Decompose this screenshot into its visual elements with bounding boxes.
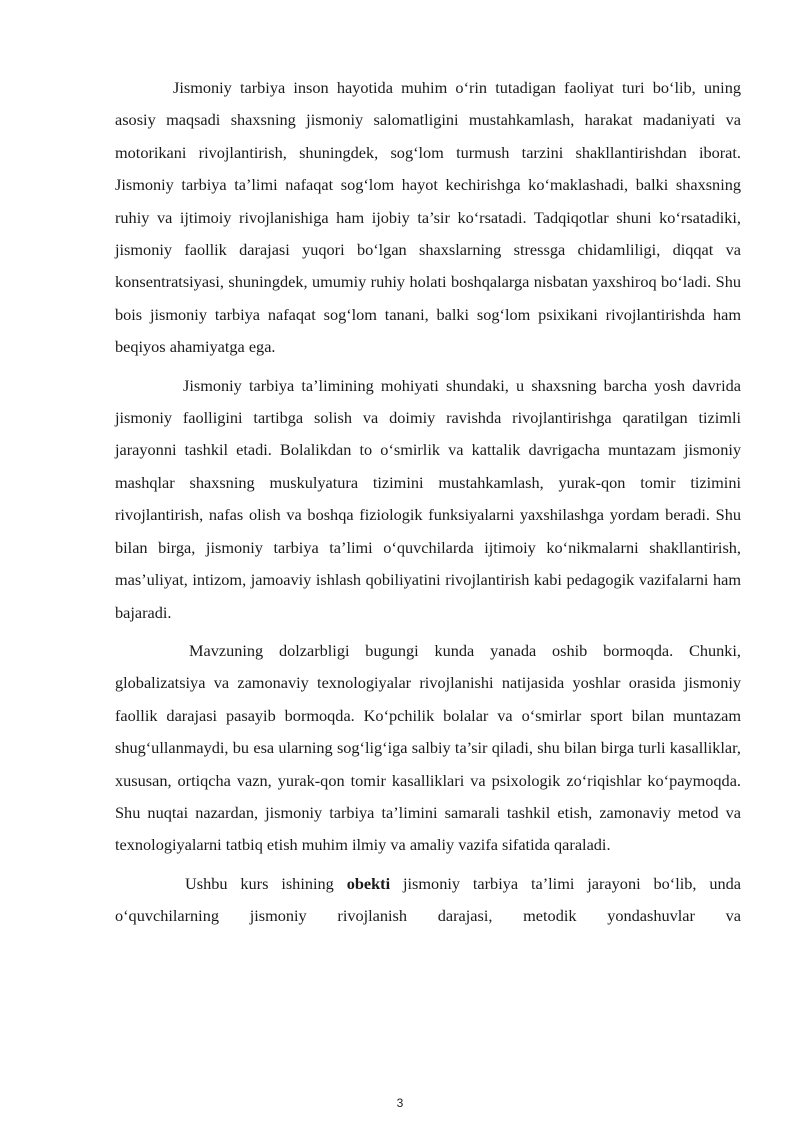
- page-number: 3: [396, 1096, 404, 1110]
- document-page: [115, 72, 741, 939]
- paragraph-object: [115, 868, 741, 933]
- object-text-after: jismoniy tarbiya ta’limi jarayoni bo‘lib, unda o‘quvchilarning jismoniy rivojlanish darajasi, metodik yondashuvlar va: [115, 873, 741, 926]
- object-text-before: Ushbu kurs ishining: [185, 873, 347, 893]
- object-term-bold: obekti: [346, 873, 391, 893]
- paragraph-intro: Jismoniy tarbiya inson hayotida muhim o‘rin tutadigan faoliyat turi bo‘lib, uning asosiy maqsadi shaxsning jismoniy salomatligini mustahkamlash, harakat madaniyati va motorikani rivojlantirish, shuningdek, sog‘lom turmush tarzini shakllantirishdan iborat. Jismoniy tarbiya ta’limi nafaqat sog‘lom hayot kechirishga ko‘maklashadi, balki shaxsning ruhiy va ijtimoiy rivojlanishiga ham ijobiy ta’sir ko‘rsatadi. Tadqiqotlar shuni ko‘rsatadiki, jismoniy faollik darajasi yuqori bo‘lgan shaxslarning stressga chidamliligi, diqqat va konsentratsiyasi, shuningdek, umumiy ruhiy holati boshqalarga nisbatan yaxshiroq bo‘ladi. Shu bois jismoniy tarbiya nafaqat sog‘lom tanani, balki sog‘lom psixikani rivojlantirishda ham beqiyos ahamiyatga ega.: [115, 78, 741, 357]
- paragraph-essence: Jismoniy tarbiya ta’limining mohiyati shundaki, u shaxsning barcha yosh davrida jismoniy faolligini tartibga solish va doimiy ravishda rivojlantirishga qaratilgan tizimli jarayonni tashkil etadi. Bolalikdan to o‘smirlik va kattalik davrigacha muntazam jismoniy mashqlar shaxsning muskulyatura tizimini mustahkamlash, yurak-qon tomir tizimini rivojlantirish, nafas olish va boshqa fiziologik funksiyalarni yaxshilashga yordam beradi. Shu bilan birga, jismoniy tarbiya ta’limi o‘quvchilarda ijtimoiy ko‘nikmalarni shakllantirish, mas’uliyat, intizom, jamoaviy ishlash qobiliyatini rivojlantirish kabi pedagogik vazifalarni ham bajaradi.: [115, 375, 741, 622]
- paragraph-relevance: Mavzuning dolzarbligi bugungi kunda yanada oshib bormoqda. Chunki, globalizatsiya va zamonaviy texnologiyalar rivojlanishi natijasida yoshlar orasida jismoniy faollik darajasi pasayib bormoqda. Ko‘pchilik bolalar va o‘smirlar sport bilan muntazam shug‘ullanmaydi, bu esa ularning sog‘lig‘iga salbiy ta’sir qiladi, shu bilan birga turli kasalliklar, xususan, ortiqcha vazn, yurak-qon tomir kasalliklari va psixologik zo‘riqishlar ko‘paymoqda. Shu nuqtai nazardan, jismoniy tarbiya ta’limini samarali tashkil etish, zamonaviy metod va texnologiyalarni tatbiq etish muhim ilmiy va amaliy vazifa sifatida qaraladi.: [115, 640, 741, 855]
